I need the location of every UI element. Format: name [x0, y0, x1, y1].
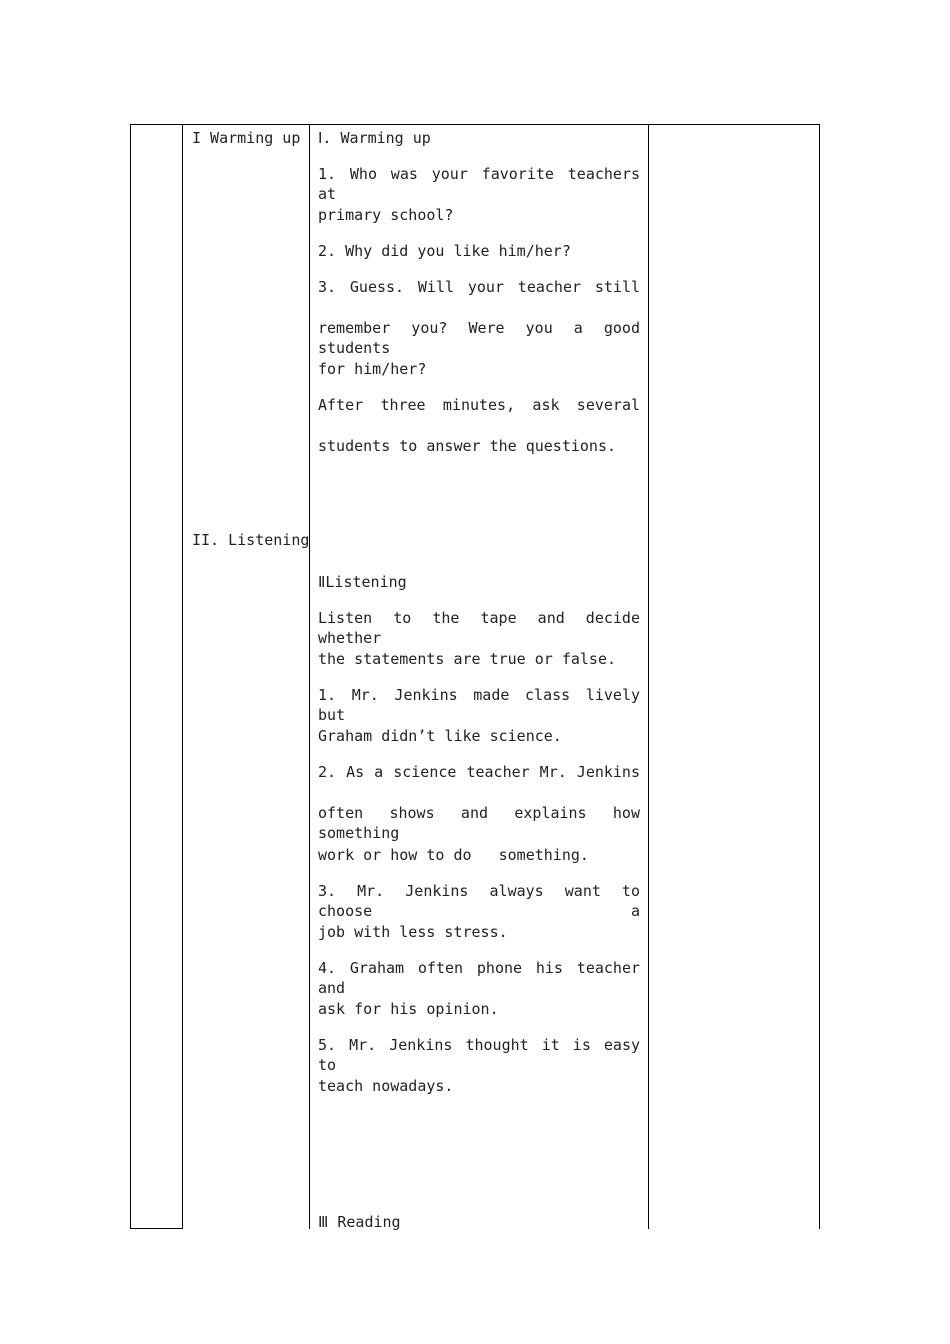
listening-instruction-line-2: the statements are true or false. [318, 650, 617, 668]
statement-4-line-2: ask for his opinion. [318, 1000, 499, 1018]
statement-1-line-2: Graham didn’t like science. [318, 727, 562, 745]
question-3-line-2: remember you? Were you a good students [318, 319, 640, 357]
table-top-border [130, 124, 820, 125]
stage-warming-up: I Warming up [192, 129, 301, 147]
statement-5-line-2: teach nowadays. [318, 1077, 454, 1095]
table-bottom-border-first-column [130, 1228, 183, 1229]
statement-3-line-1: 3. Mr. Jenkins always want to choose a [318, 882, 640, 920]
table-left-border [130, 124, 131, 1229]
column-divider-1 [182, 124, 183, 1229]
statement-4-line-1: 4. Graham often phone his teacher and [318, 959, 640, 997]
listening-instruction-line-1: Listen to the tape and decide whether [318, 609, 640, 647]
question-3-line-1: 3. Guess. Will your teacher still [318, 278, 640, 296]
column-divider-2 [309, 124, 310, 1229]
question-2: 2. Why did you like him/her? [318, 242, 571, 260]
instruction-line-1: After three minutes, ask several [318, 396, 640, 414]
question-3-line-3: for him/her? [318, 360, 427, 378]
instruction-line-2: students to answer the questions. [318, 437, 617, 455]
reading-heading: Ⅲ Reading [318, 1213, 401, 1231]
statement-1-line-1: 1. Mr. Jenkins made class lively but [318, 686, 640, 724]
stage-listening: II. Listening [192, 531, 310, 549]
statement-3-line-2: job with less stress. [318, 923, 508, 941]
statement-2-line-1: 2. As a science teacher Mr. Jenkins [318, 763, 640, 781]
table-right-border [819, 124, 820, 1229]
column-divider-3 [648, 124, 649, 1229]
question-1-line-2: primary school? [318, 206, 454, 224]
statement-5-line-1: 5. Mr. Jenkins thought it is easy to [318, 1036, 640, 1074]
statement-2-line-3: work or how to do something. [318, 846, 589, 864]
statement-2-line-2: often shows and explains how something [318, 804, 640, 842]
warming-heading: Ⅰ. Warming up [318, 129, 431, 147]
question-1-line-1: 1. Who was your favorite teachers at [318, 165, 640, 203]
listening-heading: ⅡListening [318, 573, 407, 591]
